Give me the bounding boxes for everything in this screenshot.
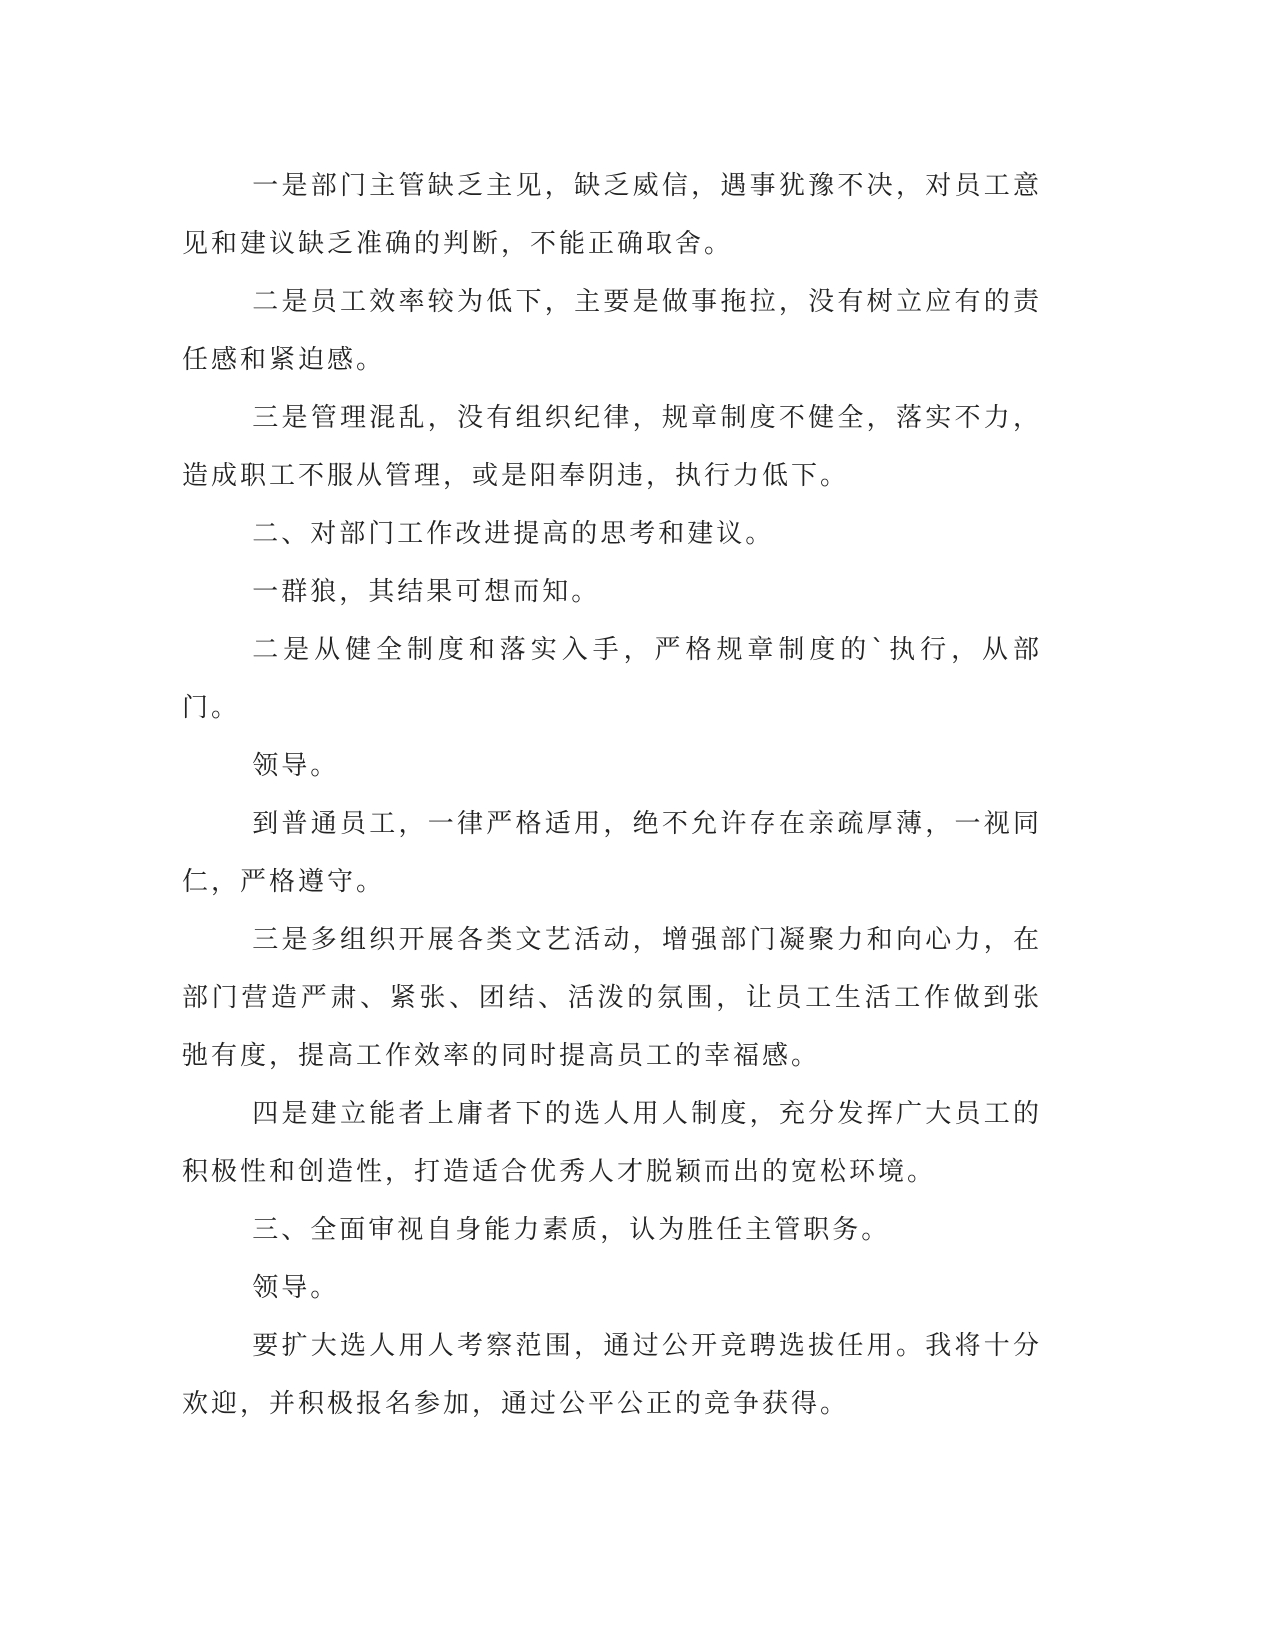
paragraph: 领导。 [252, 1273, 340, 1303]
paragraph: 一是部门主管缺乏主见，缺乏威信，遇事犹豫不决，对员工意见和建议缺乏准确的判断，不能正确取舍。 [182, 171, 1042, 259]
paragraph: 三是多组织开展各类文艺活动，增强部门凝聚力和向心力，在部门营造严肃、紧张、团结、活泼的氛围，让员工生活工作做到张弛有度，提高工作效率的同时提高员工的幸福感。 [182, 925, 1042, 1071]
paragraph: 二是从健全制度和落实入手，严格规章制度的`执行，从部门。 [182, 635, 1042, 723]
paragraph: 领导。 [252, 751, 340, 781]
paragraph: 三是管理混乱，没有组织纪律，规章制度不健全，落实不力，造成职工不服从管理，或是阳奉阴违，执行力低下。 [182, 403, 1042, 491]
paragraph: 四是建立能者上庸者下的选人用人制度，充分发挥广大员工的积极性和创造性，打造适合优秀人才脱颖而出的宽松环境。 [182, 1099, 1042, 1187]
document-body [182, 157, 1042, 1433]
section-heading: 二、对部门工作改进提高的思考和建议。 [252, 519, 775, 549]
paragraph: 到普通员工，一律严格适用，绝不允许存在亲疏厚薄，一视同仁，严格遵守。 [182, 809, 1042, 897]
paragraph: 一群狼，其结果可想而知。 [252, 577, 601, 607]
paragraph: 要扩大选人用人考察范围，通过公开竞聘选拔任用。我将十分欢迎，并积极报名参加，通过公平公正的竞争获得。 [182, 1331, 1042, 1419]
paragraph: 二是员工效率较为低下，主要是做事拖拉，没有树立应有的责任感和紧迫感。 [182, 287, 1042, 375]
section-heading: 三、全面审视自身能力素质，认为胜任主管职务。 [252, 1215, 891, 1245]
